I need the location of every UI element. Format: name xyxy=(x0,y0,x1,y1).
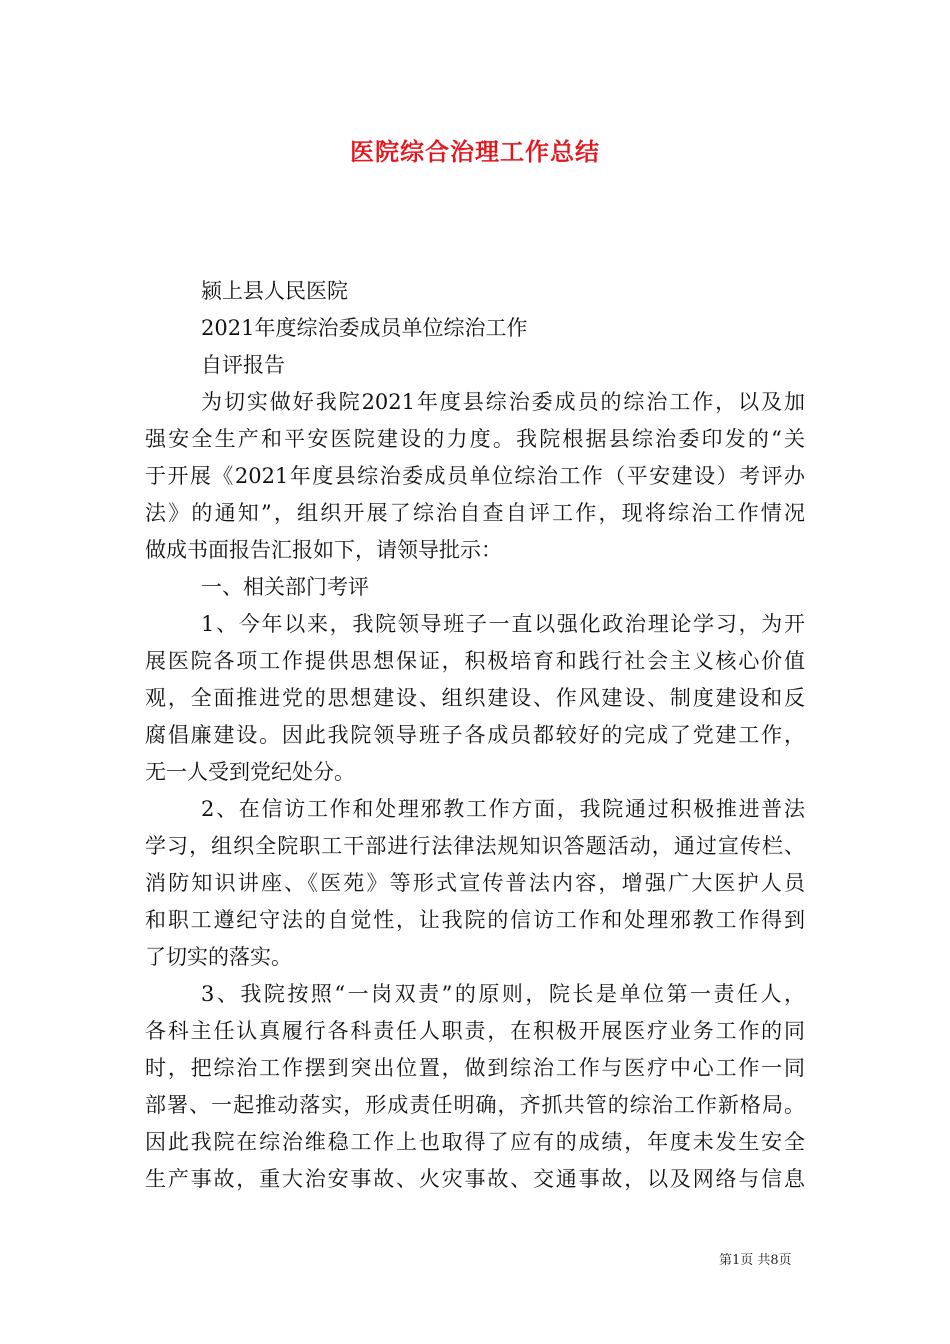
header-line: 2021年度综治委成员单位综治工作 xyxy=(201,316,528,340)
text-line: 时，把综治工作摆到突出位置，做到综治工作与医疗中心工作一同 xyxy=(145,1056,805,1080)
header-line: 颍上县人民医院 xyxy=(201,279,348,303)
text-line: 强安全生产和平安医院建设的力度。我院根据县综治委印发的“关 xyxy=(145,427,805,451)
paragraph xyxy=(145,384,805,569)
text-line: 了切实的落实。 xyxy=(145,945,292,969)
paragraph xyxy=(145,791,805,976)
text-line: 一、相关部门考评 xyxy=(201,575,369,599)
page-number: 第1页 共8页 xyxy=(719,1253,792,1268)
document-body xyxy=(145,273,805,1198)
paragraph xyxy=(145,569,805,606)
text-line: 消防知识讲座、《医苑》等形式宣传普法内容，增强广大医护人员 xyxy=(145,871,805,895)
text-line: 无一人受到党纪处分。 xyxy=(145,760,355,784)
text-line: 法》的通知”，组织开展了综治自查自评工作，现将综治工作情况 xyxy=(145,501,805,525)
text-line: 和职工遵纪守法的自觉性，让我院的信访工作和处理邪教工作得到 xyxy=(145,908,805,932)
text-line: 2、在信访工作和处理邪教工作方面，我院通过积极推进普法 xyxy=(201,797,805,821)
document-title: 医院综合治理工作总结 xyxy=(350,137,600,166)
text-line: 展医院各项工作提供思想保证，积极培育和践行社会主义核心价值 xyxy=(145,649,805,673)
text-line: 学习，组织全院职工干部进行法律法规知识答题活动，通过宣传栏、 xyxy=(145,834,805,858)
text-line: 做成书面报告汇报如下，请领导批示： xyxy=(145,538,502,562)
text-line: 腐倡廉建设。因此我院领导班子各成员都较好的完成了党建工作， xyxy=(145,723,805,747)
paragraph xyxy=(145,976,805,1198)
header-line: 自评报告 xyxy=(201,353,285,377)
text-line: 各科主任认真履行各科责任人职责，在积极开展医疗业务工作的同 xyxy=(145,1019,805,1043)
paragraph xyxy=(145,606,805,791)
text-line: 1、今年以来，我院领导班子一直以强化政治理论学习，为开 xyxy=(201,612,805,636)
text-line: 为切实做好我院2021年度县综治委成员的综治工作，以及加 xyxy=(201,390,805,414)
text-line: 于开展《2021年度县综治委成员单位综治工作（平安建设）考评办 xyxy=(145,464,805,488)
text-line: 观，全面推进党的思想建设、组织建设、作风建设、制度建设和反 xyxy=(145,686,805,710)
text-line: 因此我院在综治维稳工作上也取得了应有的成绩，年度未发生安全 xyxy=(145,1130,805,1154)
text-line: 部署、一起推动落实，形成责任明确，齐抓共管的综治工作新格局。 xyxy=(145,1093,805,1117)
text-line: 3、我院按照“一岗双责”的原则，院长是单位第一责任人， xyxy=(201,982,805,1006)
text-line: 生产事故，重大治安事故、火灾事故、交通事故，以及网络与信息 xyxy=(145,1167,805,1191)
